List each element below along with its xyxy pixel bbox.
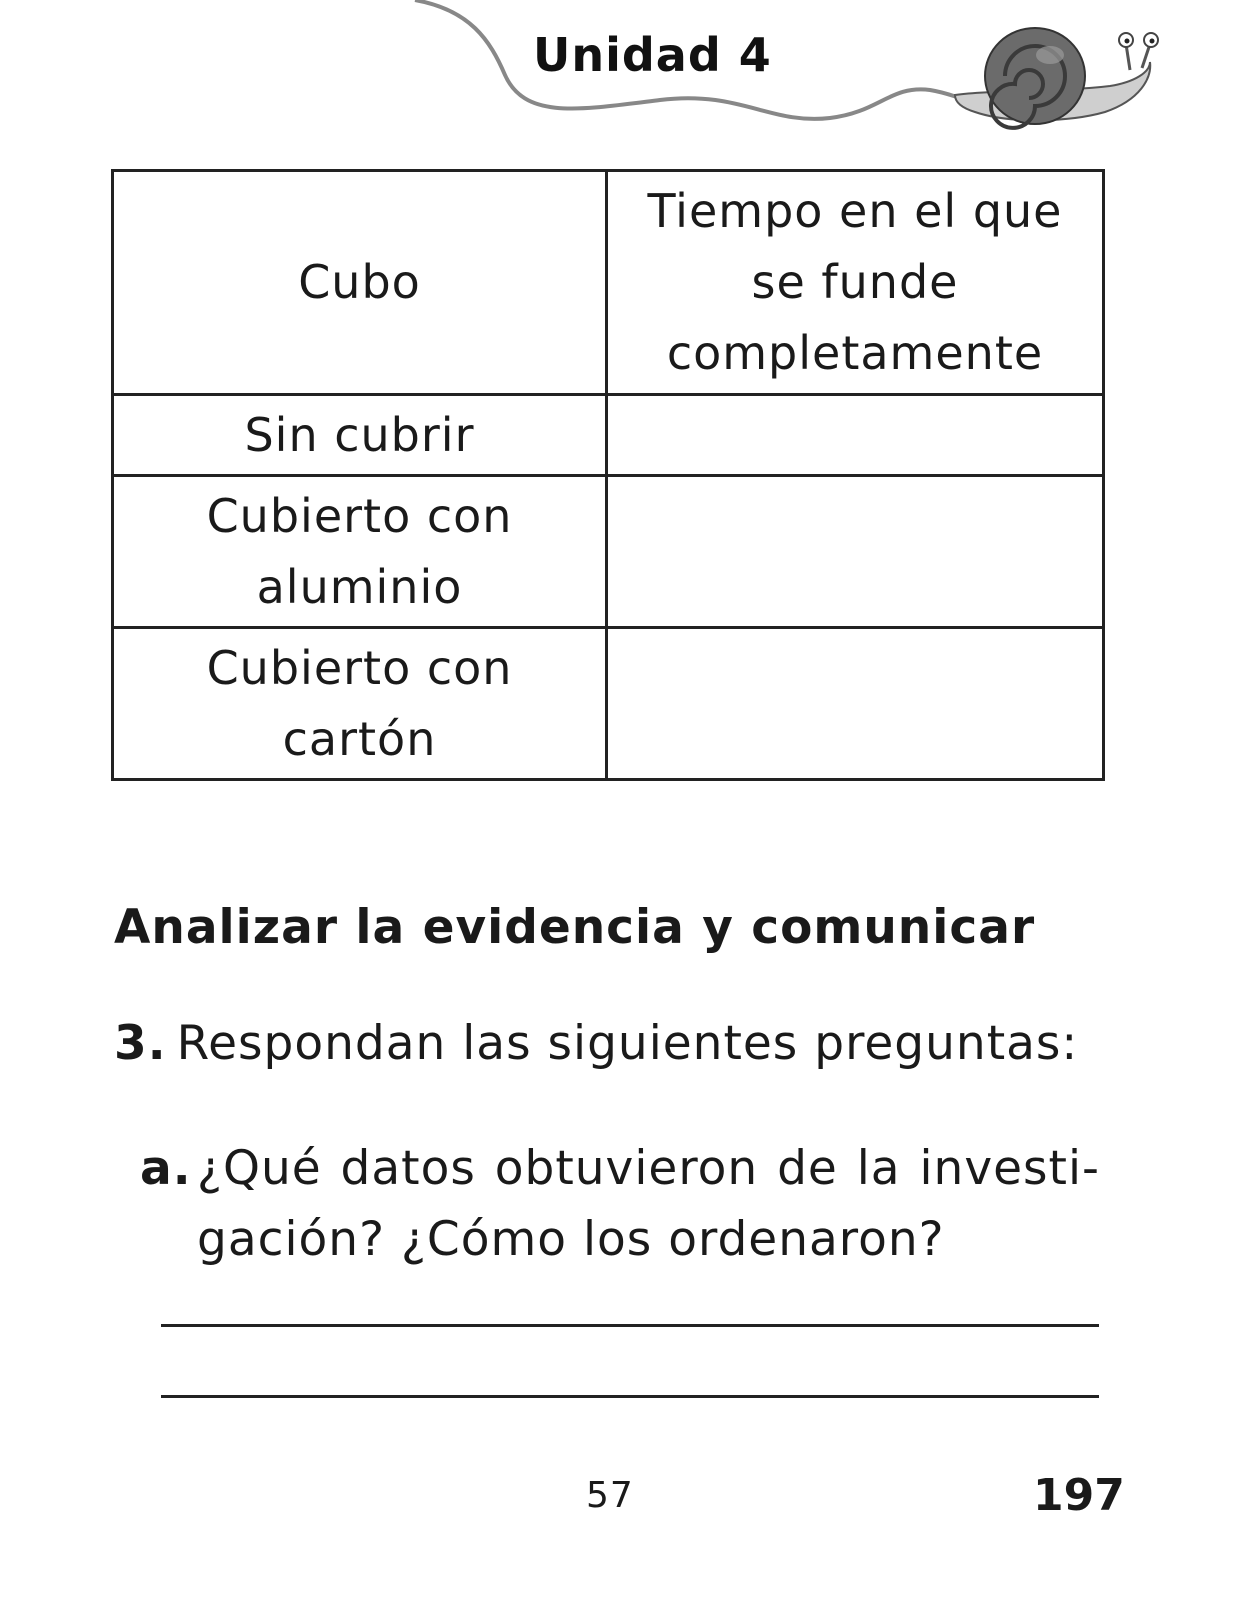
- answer-cell[interactable]: [607, 476, 1104, 628]
- table-row: [113, 628, 1104, 780]
- row-label-cell: [113, 476, 607, 628]
- table-header-cell: [607, 171, 1104, 395]
- question-text: Respondan las siguientes preguntas:: [176, 1016, 1079, 1071]
- header-label-cubo: Cubo: [298, 255, 421, 309]
- unit-title: Unidad 4: [533, 28, 772, 82]
- page-number: 57: [586, 1475, 634, 1516]
- subquestion-letter: a.: [140, 1141, 192, 1196]
- row-label: Cubierto con cartón: [206, 640, 513, 766]
- data-table: [111, 169, 1105, 781]
- row-label-cell: [113, 628, 607, 780]
- subquestion-text: ¿Qué datos obtuvieron de la investi-gación? ¿Cómo los ordenaron?: [197, 1141, 1100, 1267]
- answer-line[interactable]: [161, 1324, 1099, 1327]
- answer-line[interactable]: [161, 1395, 1099, 1398]
- row-label-cell: [113, 395, 607, 476]
- question-number: 3.: [114, 1016, 167, 1071]
- answer-cell[interactable]: [607, 395, 1104, 476]
- snail-icon: [955, 28, 1158, 128]
- answer-cell[interactable]: [607, 628, 1104, 780]
- subquestion-a: [140, 1133, 1100, 1275]
- header-label-tiempo: Tiempo en el que se funde completamente: [647, 184, 1063, 380]
- table-row: [113, 395, 1104, 476]
- table-header-cell: [113, 171, 607, 395]
- table-row: [113, 476, 1104, 628]
- row-label: Cubierto con aluminio: [206, 488, 513, 614]
- section-heading: Analizar la evidencia y comunicar: [114, 900, 1036, 955]
- row-label: Sin cubrir: [244, 407, 475, 462]
- table-header-row: [113, 171, 1104, 395]
- question-3: [114, 1016, 1078, 1071]
- book-page-number: 197: [1033, 1470, 1125, 1521]
